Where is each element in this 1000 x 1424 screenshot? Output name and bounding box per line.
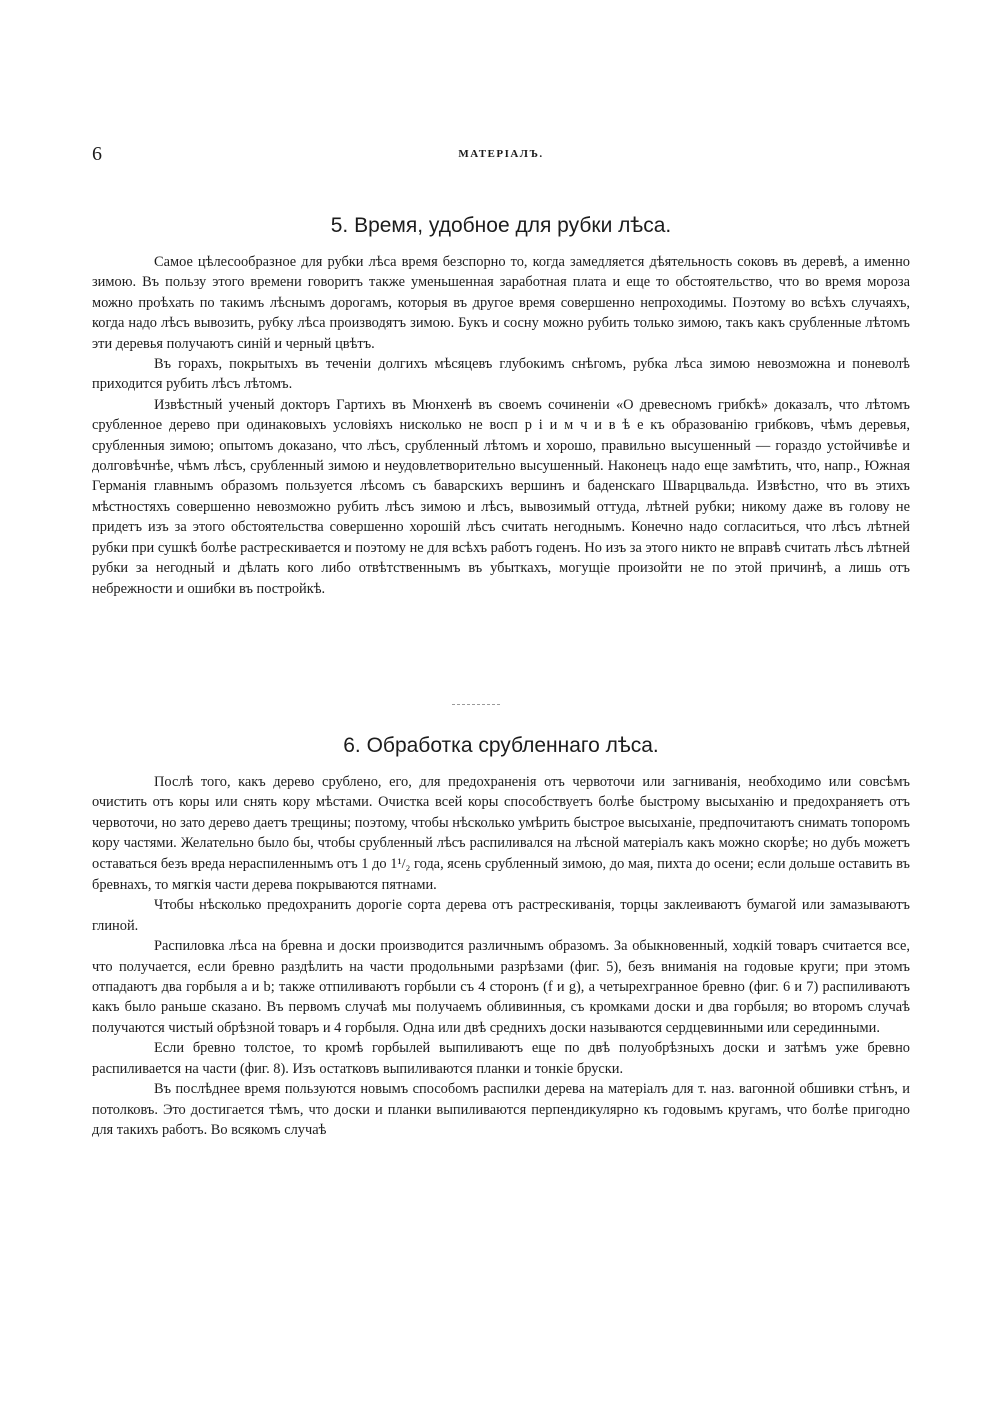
paragraph: Извѣстный ученый докторъ Гартихъ въ Мюнхенѣ въ своемъ сочиненіи «О древесномъ грибкѣ» доказалъ, что лѣтомъ срубленное дерево при одинаковыхъ условіяхъ нисколько не восп р і и м ч и в ѣ е къ образованію грибковъ, чѣмъ деревья, срубленныя зимою; опытомъ доказано, что лѣсъ, срубленный лѣтомъ и хорошо, правильно высушенный — гораздо устойчивѣе и долговѣчнѣе, чѣмъ лѣсъ, срубленный зимою и неудовлетворительно высушенный. Наконецъ надо еще замѣтить, что, напр., Южная Германія главнымъ образомъ пользуется лѣсомъ съ баварскихъ вершинъ и баденскаго Шварцвальда. Извѣстно, что въ этихъ мѣстностяхъ совершенно невозможно рубить лѣсъ зимою и лѣсъ, вывозимый оттуда, лѣтней рубки; никому даже въ голову не придетъ изъ за этого обстоятельства совершенно хорошій лѣсъ считать негоднымъ. Конечно надо согласиться, что лѣсъ лѣтней рубки при сушкѣ болѣе растрескивается и поэтому не для всѣхъ работъ годенъ. Но изъ за этого никто не вправѣ считать лѣсъ лѣтней рубки за негодный и дѣлать кого либо отвѣтственнымъ въ убыткахъ, могущіе произойти не по этой причинѣ, а лишь отъ небрежности и ошибки въ постройкѣ. (92, 396, 910, 597)
paragraph: Чтобы нѣсколько предохранить дорогіе сорта дерева отъ растрескиванія, торцы заклеиваютъ бумагой или замазываютъ глиной. (92, 897, 910, 934)
section-title: 6. Обработка срубленнаго лѣса. (343, 734, 659, 757)
paragraph: Въ послѣднее время пользуются новымъ способомъ распилки дерева на матеріалъ для т. наз. вагонной обшивки стѣнъ, и потолковъ. Это достигается тѣмъ, что доски и планки выпиливаются перпендикулярно къ годовымъ кругамъ, что болѣе пригодно для такихъ работъ. Во всякомъ случаѣ (92, 1081, 910, 1138)
paragraph: Самое цѣлесообразное для рубки лѣса время безспорно то, когда замедляется дѣятельность соковъ въ деревѣ, а именно зимою. Въ пользу этого времени говоритъ также уменьшенная заработная плата и еще то обстоятельство, что во время мороза можно проѣхать по такимъ лѣснымъ дорогамъ, которыя въ другое время совершенно непроходимы. Поэтому во всѣхъ случаяхъ, когда надо лѣсъ вывозить, рубку лѣса производятъ зимою. Букъ и сосну можно рубить только зимою, такъ какъ срубленные лѣтомъ эти деревья получаютъ синій и черный цвѣтъ. (92, 254, 910, 352)
section-timber-felling-time (92, 212, 910, 599)
paragraph: Если бревно толстое, то кромѣ горбылей выпиливаютъ еще по двѣ полуобрѣзныхъ доски и затѣмъ уже бревно распиливается на части (фиг. 8). Изъ остатковъ выпиливаются планки и тонкіе бруски. (92, 1040, 910, 1077)
section-divider (452, 704, 500, 705)
section-title: 5. Время, удобное для рубки лѣса. (330, 214, 672, 237)
paragraph: Въ горахъ, покрытыхъ въ теченіи долгихъ мѣсяцевъ глубокимъ снѣгомъ, рубка лѣса зимою невозможна и поневолѣ приходится рубить лѣсъ лѣтомъ. (92, 356, 910, 393)
section-timber-processing (92, 732, 910, 1140)
paragraph (92, 772, 910, 895)
paragraph-text: года, ясень срубленный зимою, до мая, пихта до осени; если дольше оставить въ бревнахъ, то мягкія части дерева покрываются пятнами. (92, 855, 910, 894)
running-head (92, 142, 910, 166)
running-title: МАТЕРІАЛЪ. (458, 148, 544, 160)
page-number: 6 (92, 143, 102, 165)
paragraph-text: Послѣ того, какъ дерево срублено, его, для предохраненія отъ червоточи или загниванія, необходимо или совсѣмъ очистить отъ коры или снять кору мѣстами. Очистка всей коры способствуетъ болѣе быстрому высыханію и предохраняетъ отъ червоточи, но зато дерево даетъ трещины; поэтому, чтобы нѣсколько умѣрить быстрое высыханіе, предпочитаютъ снимать топоромъ кору частями. Желательно было бы, чтобы срубленный лѣсъ распиливался на лѣсной матеріалъ какъ можно скорѣе; но дубъ можетъ оставаться безъ вреда нераспиленнымъ отъ 1 до 1 (92, 774, 910, 872)
paragraph: Распиловка лѣса на бревна и доски производится различнымъ образомъ. За обыкновенный, ходкій товаръ считается все, что получается, если бревно раздѣлить на части продольными разрѣзами (фиг. 5), безъ вниманія на годовые круги; при этомъ отпадаютъ два горбыля a и b; также отпиливаютъ горбыли съ 4 сторонъ (f и g), а четырехгранное бревно (фиг. 6 и 7) распиливаютъ какъ было раньше сказано. Въ первомъ случаѣ мы получаемъ обливинныя, съ кромками доски и два горбыля; во второмъ случаѣ получаются чистый обрѣзной товаръ и 4 горбыля. Одна или двѣ среднихъ доски называются сердцевинными или серединными. (92, 938, 910, 1036)
fraction: ¹/₂ (397, 856, 411, 872)
